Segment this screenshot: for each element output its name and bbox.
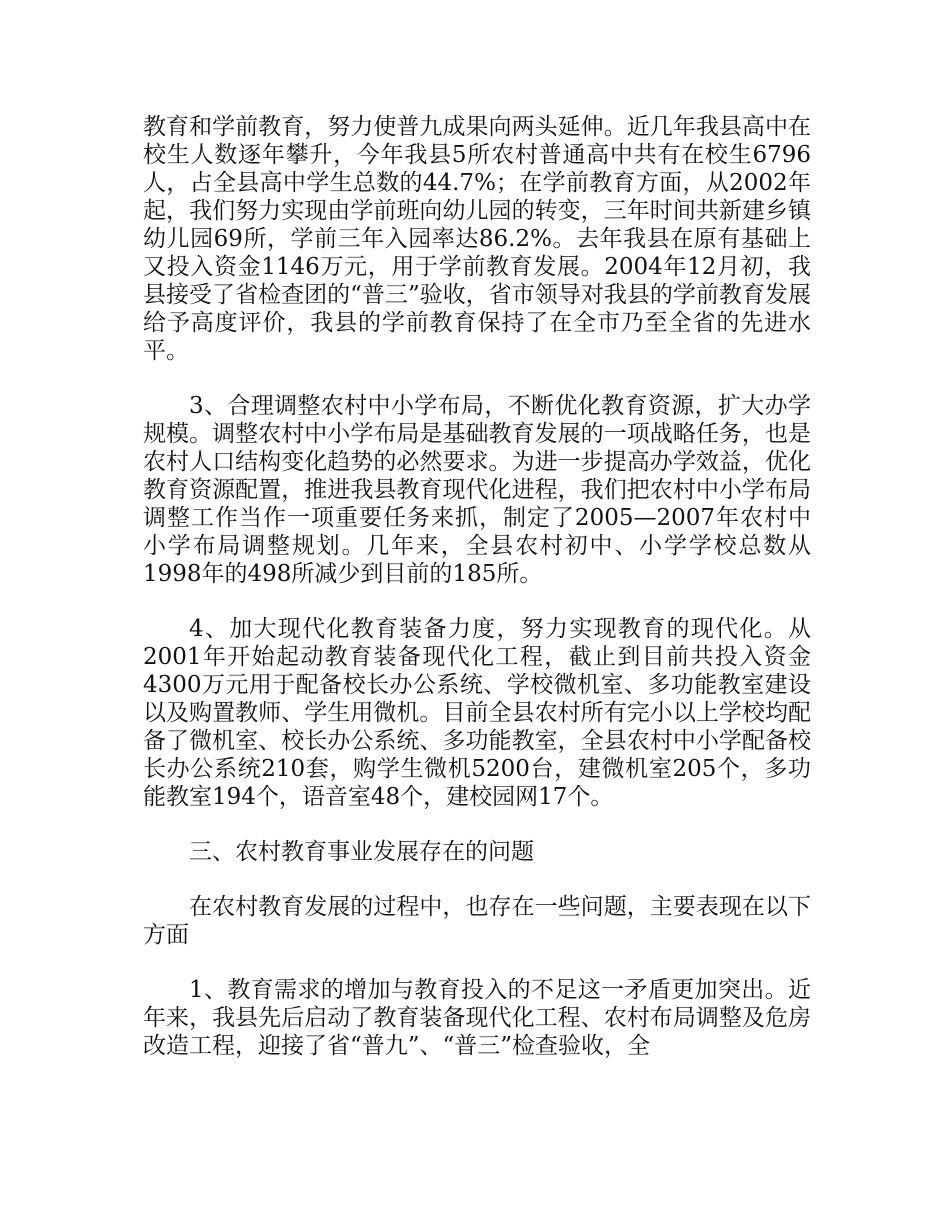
paragraph-equipment-modernization: 4、加大现代化教育装备力度，努力实现教育的现代化。从2001年开始起动教育装备现代化工程，截止到目前共投入资金4300万元用于配备校长办公系统、学校微机室、多功能教室建设以及购置教师、学生用微机。目前全县农村所有完小以上学校均配备了微机室、校长办公系统、多功能教室，全县农村中小学配备校长办公系统210套，购学生微机5200台，建微机室205个，多功能教室194个，语音室48个，建校园网17个。 <box>143 616 811 810</box>
paragraph-investment-shortage: 1、教育需求的增加与教育投入的不足这一矛盾更加突出。近年来，我县先后启动了教育装备现代化工程、农村布局调整及危房改造工程，迎接了省“普九”、“普三”检查验收，全 <box>143 977 811 1059</box>
paragraph-problems-intro: 在农村教育发展的过程中，也存在一些问题，主要表现在以下方面 <box>143 894 811 948</box>
document-body <box>143 113 811 1087</box>
paragraph-school-layout: 3、合理调整农村中小学布局，不断优化教育资源，扩大办学规模。调整农村中小学布局是基础教育发展的一项战略任务，也是农村人口结构变化趋势的必然要求。为进一步提高办学效益，优化教育资源配置，推进我县教育现代化进程，我们把农村中小学布局调整工作当作一项重要任务来抓，制定了2005—2007年农村中小学布局调整规划。几年来，全县农村初中、小学学校总数从1998年的498所减少到目前的185所。 <box>143 393 811 587</box>
paragraph-education-extension: 教育和学前教育，努力使普九成果向两头延伸。近几年我县高中在校生人数逐年攀升，今年我县5所农村普通高中共有在校生6796人，占全县高中学生总数的44.7%；在学前教育方面，从2002年起，我们努力实现由学前班向幼儿园的转变，三年时间共新建乡镇幼儿园69所，学前三年入园率达86.2%。去年我县在原有基础上又投入资金1146万元，用于学前教育发展。2004年12月初，我县接受了省检查团的“普三”验收，省市领导对我县的学前教育发展给予高度评价，我县的学前教育保持了在全市乃至全省的先进水平。 <box>143 114 811 364</box>
section-heading-problems: 三、农村教育事业发展存在的问题 <box>189 839 534 865</box>
